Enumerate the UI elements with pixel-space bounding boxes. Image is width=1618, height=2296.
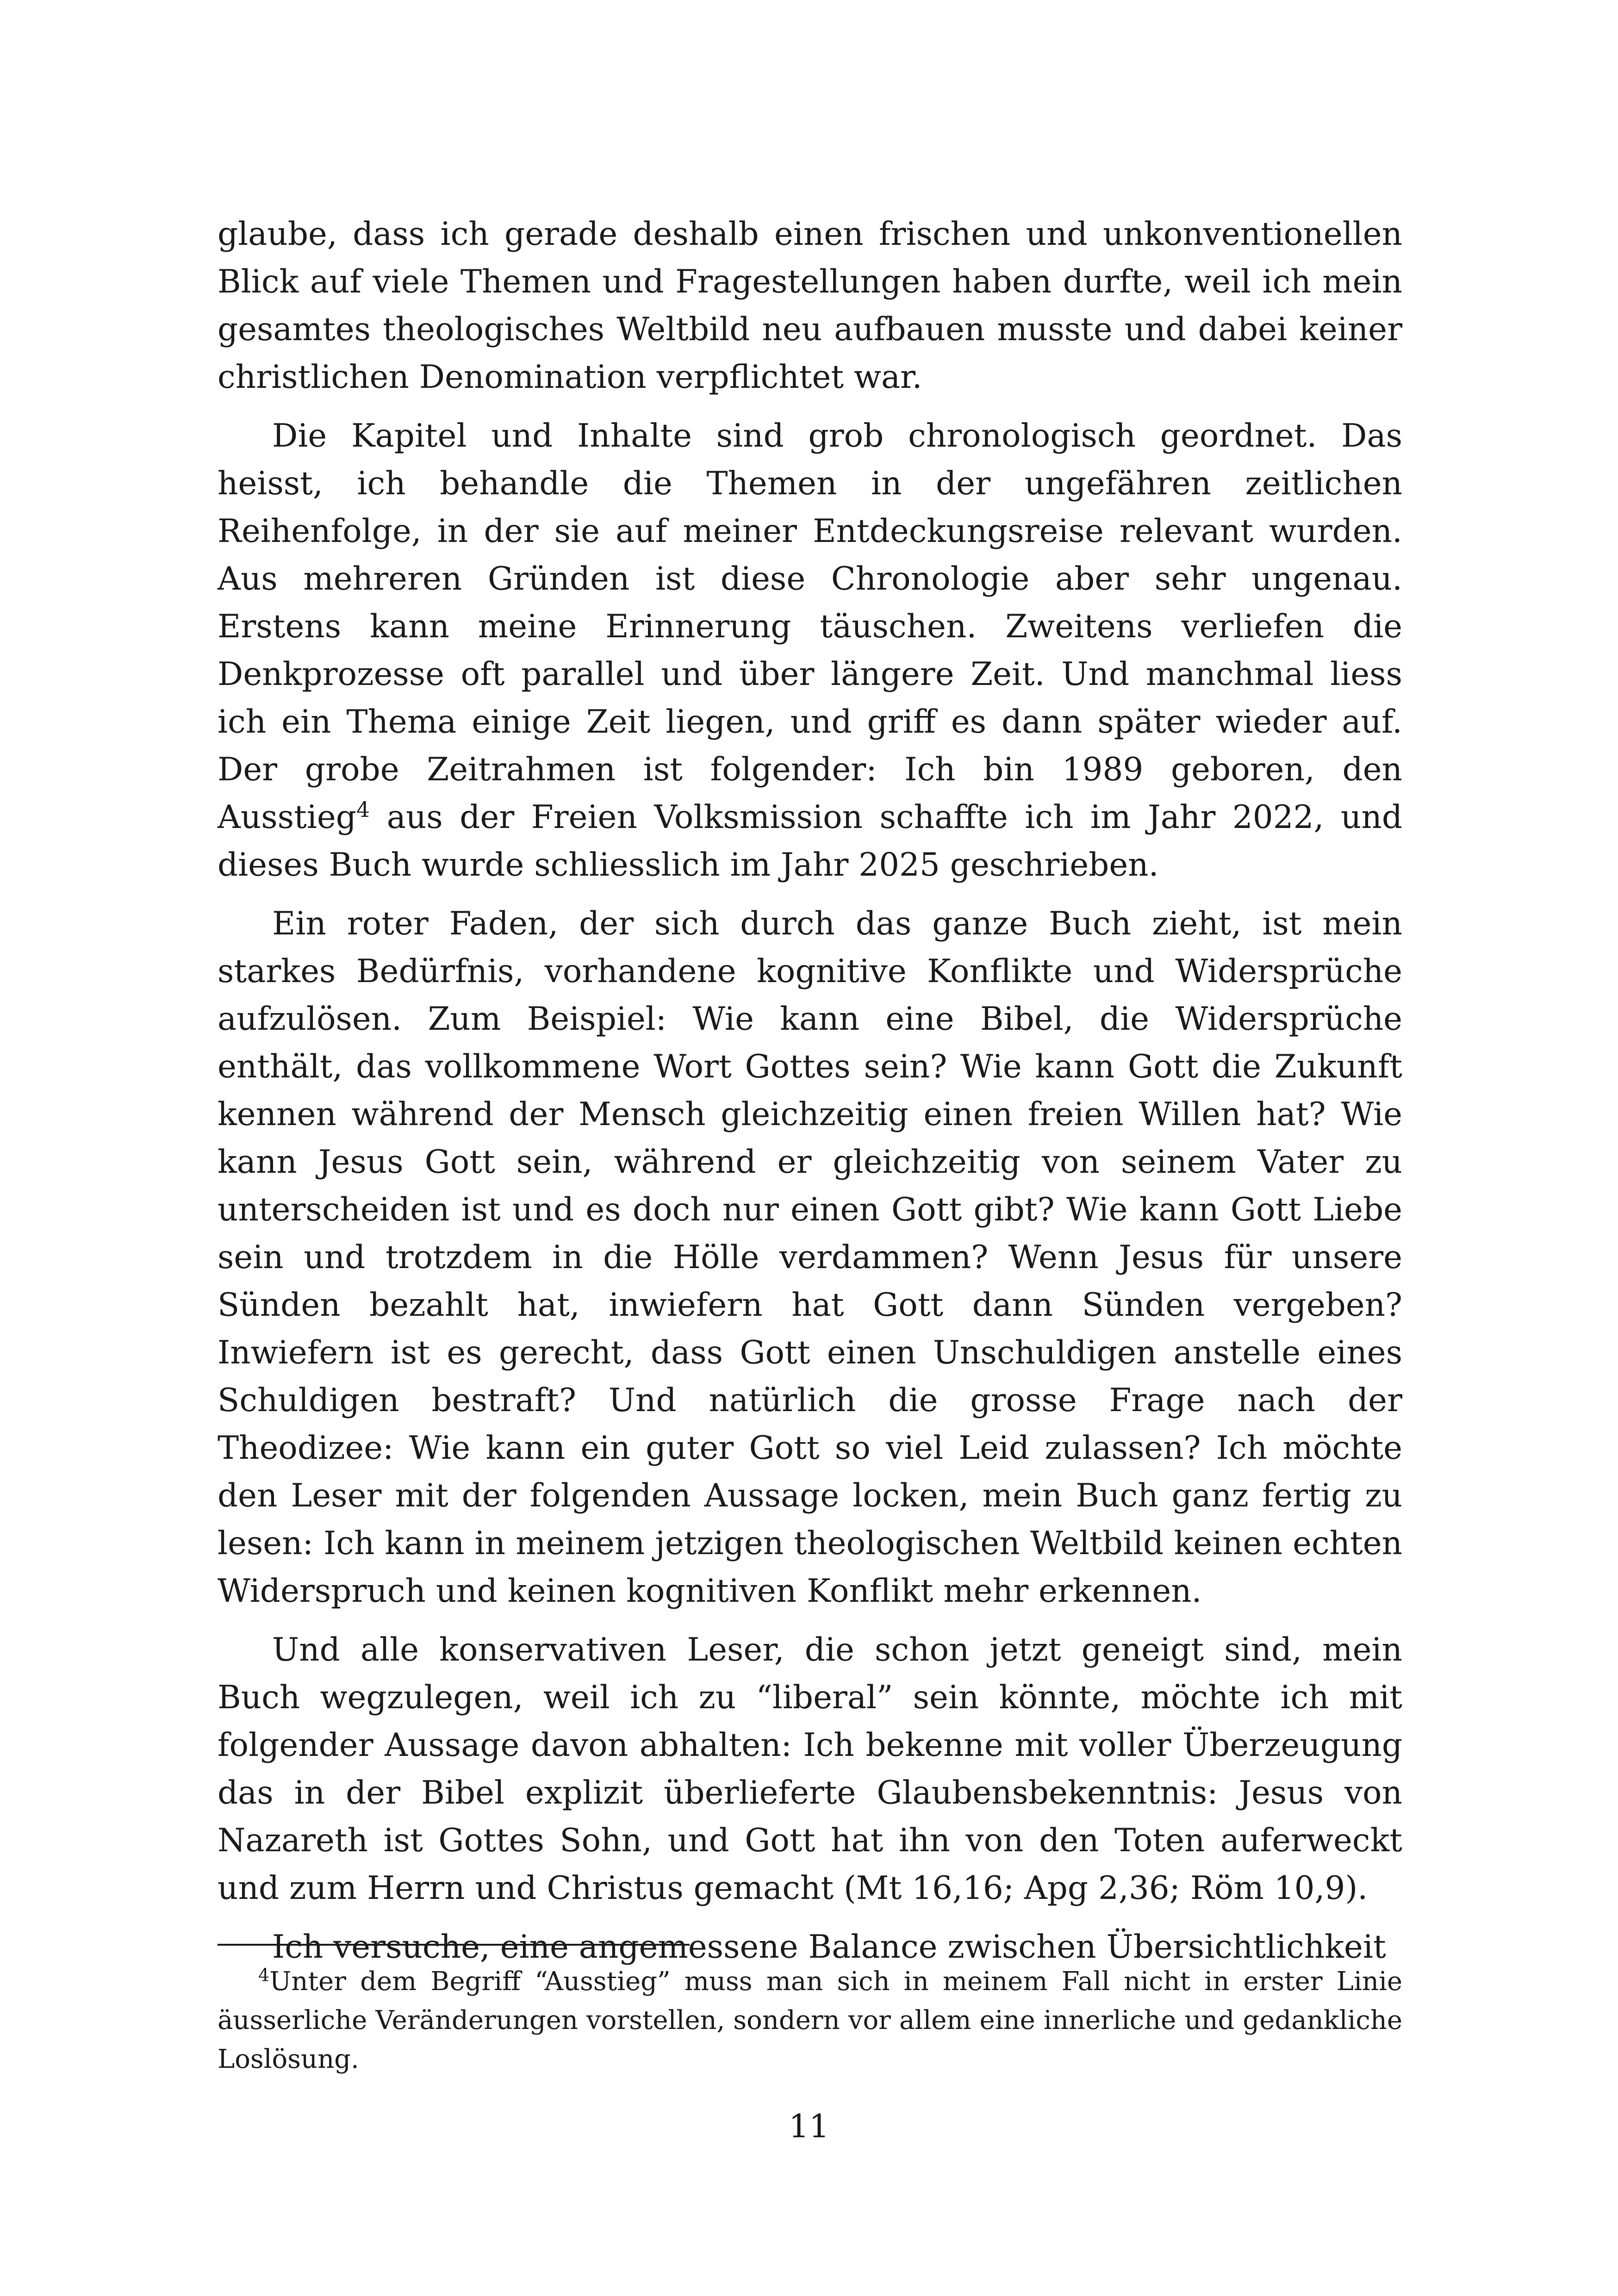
paragraph-2: [218, 412, 1402, 889]
paragraph-2-text-before-footnote: Die Kapitel und Inhalte sind grob chronologisch geordnet. Das heisst, ich behandle die Themen in der ungefähren zeitlichen Reihenfolge, in der sie auf meiner Entdeckungsreise relevant wurden. Aus mehreren Gründen ist diese Chronologie aber sehr ungenau. Erstens kann meine Erinnerung täuschen. Zweitens verliefen die Denkprozesse oft parallel und über längere Zeit. Und manchmal liess ich ein Thema einige Zeit liegen, und griff es dann später wieder auf. Der grobe Zeitrahmen ist folgender: Ich bin 1989 geboren, den Ausstieg: [218, 417, 1402, 836]
paragraph-2-text-after-footnote: aus der Freien Volksmission schaffte ich im Jahr 2022, und dieses Buch wurde schliesslich im Jahr 2025 geschrieben.: [218, 799, 1402, 884]
page-number: 11: [789, 2108, 829, 2145]
footnote: [218, 1962, 1402, 2079]
footnote-text: Unter dem Begriff “Ausstieg” muss man sich in meinem Fall nicht in erster Linie äusserliche Veränderungen vorstellen, sondern vor allem eine innerliche und gedankliche Loslösung.: [218, 1966, 1402, 2074]
paragraph-1: glaube, dass ich gerade deshalb einen frischen und unkonventionellen Blick auf viele Themen und Fragestellungen haben durfte, weil ich mein gesamtes theologisches Weltbild neu aufbauen musste und dabei keiner christlichen Denomination verpflichtet war.: [218, 216, 1402, 396]
paragraph-5: Ich versuche, eine angemessene Balance zwischen Übersichtlichkeit: [272, 1929, 1386, 1966]
main-text: [218, 211, 1402, 1982]
paragraph-4: Und alle konservativen Leser, die schon jetzt geneigt sind, mein Buch wegzulegen, weil ich zu “liberal” sein könnte, möchte ich mit folgender Aussage davon abhalten: Ich bekenne mit voller Überzeugung das in der Bibel explizit überlieferte Glaubensbekenntnis: Jesus von Nazareth ist Gottes Sohn, und Gott hat ihn von den Toten auferweckt und zum Herrn und Christus gemacht (Mt 16,16; Apg 2,36; Röm 10,9).: [218, 1631, 1402, 1907]
paragraph-3: Ein roter Faden, der sich durch das ganze Buch zieht, ist mein starkes Bedürfnis, vorhandene kognitive Konflikte und Widersprüche aufzulösen. Zum Beispiel: Wie kann eine Bibel, die Widersprüche enthält, das vollkommene Wort Gottes sein? Wie kann Gott die Zukunft kennen während der Mensch gleichzeitig einen freien Willen hat? Wie kann Jesus Gott sein, während er gleichzeitig von seinem Vater zu unterscheiden ist und es doch nur einen Gott gibt? Wie kann Gott Liebe sein und trotzdem in die Hölle verdammen? Wenn Jesus für unsere Sünden bezahlt hat, inwiefern hat Gott dann Sünden vergeben? Inwiefern ist es gerecht, dass Gott einen Unschuldigen anstelle eines Schuldigen bestraft? Und natürlich die grosse Frage nach der Theodizee: Wie kann ein guter Gott so viel Leid zulassen? Ich möchte den Leser mit der folgenden Aussage locken, mein Buch ganz fertig zu lesen: Ich kann in meinem jetzigen theologischen Weltbild keinen echten Widerspruch und keinen kognitiven Konflikt mehr erkennen.: [218, 905, 1402, 1610]
footnote-reference-mark[interactable]: 4: [356, 797, 370, 822]
footnote-number: 4: [258, 1965, 270, 1985]
footnote-separator-rule: [218, 1944, 690, 1946]
